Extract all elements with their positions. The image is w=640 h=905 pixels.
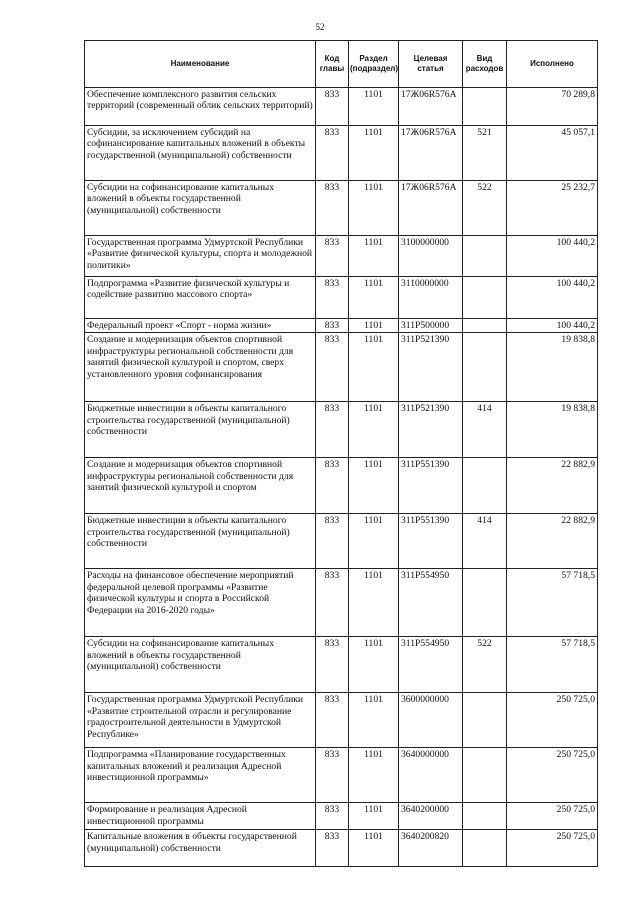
row-code: 833 [316, 637, 349, 693]
row-amount: 19 838,8 [507, 333, 598, 402]
table-row [85, 333, 598, 402]
row-code: 833 [316, 830, 349, 867]
row-type [463, 458, 507, 514]
row-article: 311P554950 [399, 637, 463, 693]
row-name: Создание и модернизация объектов спортивной инфраструктуры региональной собственности для занятий физической культурой и спортом, сверх установленного уровня софинансирования [85, 333, 316, 402]
table-row [85, 458, 598, 514]
row-article: 3600000000 [399, 693, 463, 748]
row-name: Бюджетные инвестиции в объекты капитального строительства государственной (муниципальной) собственности [85, 402, 316, 458]
row-article: 311P554950 [399, 569, 463, 637]
row-name: Обеспечение комплексного развития сельских территорий (современный облик сельских территорий) [85, 88, 316, 126]
row-amount: 250 725,0 [507, 748, 598, 803]
row-article: 311P521390 [399, 333, 463, 402]
header-code: Код главы [316, 41, 349, 88]
row-type [463, 333, 507, 402]
header-article: Целевая статья [399, 41, 463, 88]
row-code: 833 [316, 458, 349, 514]
row-code: 833 [316, 88, 349, 126]
row-article: 311P521390 [399, 402, 463, 458]
row-article: 3640000000 [399, 748, 463, 803]
row-name: Подпрограмма «Развитие физической культуры и содействие развитию массового спорта» [85, 277, 316, 319]
row-name: Субсидии, за исключением субсидий на софинансирование капитальных вложений в объекты государственной (муниципальной) собственности [85, 126, 316, 181]
row-type [463, 319, 507, 333]
row-code: 833 [316, 569, 349, 637]
row-amount: 70 289,8 [507, 88, 598, 126]
row-article: 3640200000 [399, 803, 463, 830]
row-section: 1101 [349, 569, 399, 637]
row-section: 1101 [349, 803, 399, 830]
row-type: 414 [463, 402, 507, 458]
row-section: 1101 [349, 126, 399, 181]
row-amount: 22 882,9 [507, 514, 598, 569]
row-type [463, 803, 507, 830]
row-section: 1101 [349, 333, 399, 402]
row-code: 833 [316, 748, 349, 803]
row-name: Подпрограмма «Планирование государственных капитальных вложений и реализация Адресной инвестиционной программы» [85, 748, 316, 803]
table-row [85, 569, 598, 637]
row-code: 833 [316, 402, 349, 458]
row-code: 833 [316, 693, 349, 748]
table-row [85, 637, 598, 693]
row-amount: 57 718,5 [507, 637, 598, 693]
table-header-row [85, 41, 598, 88]
row-section: 1101 [349, 637, 399, 693]
header-name: Наименование [85, 41, 316, 88]
row-section: 1101 [349, 830, 399, 867]
row-amount: 25 232,7 [507, 181, 598, 236]
row-type [463, 748, 507, 803]
row-article: 311P551390 [399, 458, 463, 514]
row-amount: 250 725,0 [507, 693, 598, 748]
row-code: 833 [316, 514, 349, 569]
row-type [463, 830, 507, 867]
row-section: 1101 [349, 181, 399, 236]
row-amount: 100 440,2 [507, 319, 598, 333]
row-name: Государственная программа Удмуртской Республики «Развитие физической культуры, спорта и молодежной политики» [85, 236, 316, 277]
row-article: 311P500000 [399, 319, 463, 333]
row-section: 1101 [349, 514, 399, 569]
row-article: 3110000000 [399, 277, 463, 319]
row-code: 833 [316, 126, 349, 181]
row-section: 1101 [349, 748, 399, 803]
row-amount: 19 838,8 [507, 402, 598, 458]
row-section: 1101 [349, 236, 399, 277]
row-type: 521 [463, 126, 507, 181]
row-article: 3640200820 [399, 830, 463, 867]
row-name: Расходы на финансовое обеспечение мероприятий федеральной целевой программы «Развитие физической культуры и спорта в Российской Федерации на 2016-2020 годы» [85, 569, 316, 637]
row-name: Субсидии на софинансирование капитальных вложений в объекты государственной (муниципальной) собственности [85, 181, 316, 236]
row-code: 833 [316, 181, 349, 236]
row-article: 17Ж06R576A [399, 88, 463, 126]
row-name: Создание и модернизация объектов спортивной инфраструктуры региональной собственности для занятий физической культурой и спортом [85, 458, 316, 514]
row-type [463, 236, 507, 277]
page-number: 52 [315, 22, 325, 32]
row-article: 311P551390 [399, 514, 463, 569]
row-type: 414 [463, 514, 507, 569]
row-type: 522 [463, 181, 507, 236]
row-article: 17Ж06R576A [399, 126, 463, 181]
row-name: Бюджетные инвестиции в объекты капитального строительства государственной (муниципальной) собственности [85, 514, 316, 569]
table-row [85, 803, 598, 830]
row-name: Капитальные вложения в объекты государственной (муниципальной) собственности [85, 830, 316, 867]
row-type [463, 569, 507, 637]
row-code: 833 [316, 333, 349, 402]
row-code: 833 [316, 803, 349, 830]
row-amount: 57 718,5 [507, 569, 598, 637]
row-section: 1101 [349, 277, 399, 319]
header-section: Раздел (подраздел) [349, 41, 399, 88]
header-type: Вид расходов [463, 41, 507, 88]
row-type [463, 693, 507, 748]
row-article: 3100000000 [399, 236, 463, 277]
table-row [85, 88, 598, 126]
table-row [85, 319, 598, 333]
budget-table [84, 40, 598, 867]
row-amount: 250 725,0 [507, 830, 598, 867]
row-article: 17Ж06R576A [399, 181, 463, 236]
row-amount: 100 440,2 [507, 236, 598, 277]
header-amount: Исполнено [507, 41, 598, 88]
table-row [85, 181, 598, 236]
row-amount: 100 440,2 [507, 277, 598, 319]
table-row [85, 830, 598, 867]
table-row [85, 514, 598, 569]
row-name: Государственная программа Удмуртской Республики «Развитие строительной отрасли и регулирование градостроительной деятельности в Удмуртской Республике» [85, 693, 316, 748]
row-type [463, 88, 507, 126]
table-row [85, 402, 598, 458]
table-row [85, 277, 598, 319]
table-row [85, 126, 598, 181]
row-name: Федеральный проект «Спорт - норма жизни» [85, 319, 316, 333]
row-code: 833 [316, 277, 349, 319]
table-row [85, 693, 598, 748]
table-row [85, 236, 598, 277]
row-amount: 45 057,1 [507, 126, 598, 181]
row-section: 1101 [349, 693, 399, 748]
row-code: 833 [316, 319, 349, 333]
row-amount: 22 882,9 [507, 458, 598, 514]
row-name: Субсидии на софинансирование капитальных вложений в объекты государственной (муниципальной) собственности [85, 637, 316, 693]
row-code: 833 [316, 236, 349, 277]
row-type: 522 [463, 637, 507, 693]
row-section: 1101 [349, 402, 399, 458]
row-type [463, 277, 507, 319]
row-section: 1101 [349, 458, 399, 514]
row-section: 1101 [349, 319, 399, 333]
row-amount: 250 725,0 [507, 803, 598, 830]
row-name: Формирование и реализация Адресной инвестиционной программы [85, 803, 316, 830]
table-row [85, 748, 598, 803]
row-section: 1101 [349, 88, 399, 126]
